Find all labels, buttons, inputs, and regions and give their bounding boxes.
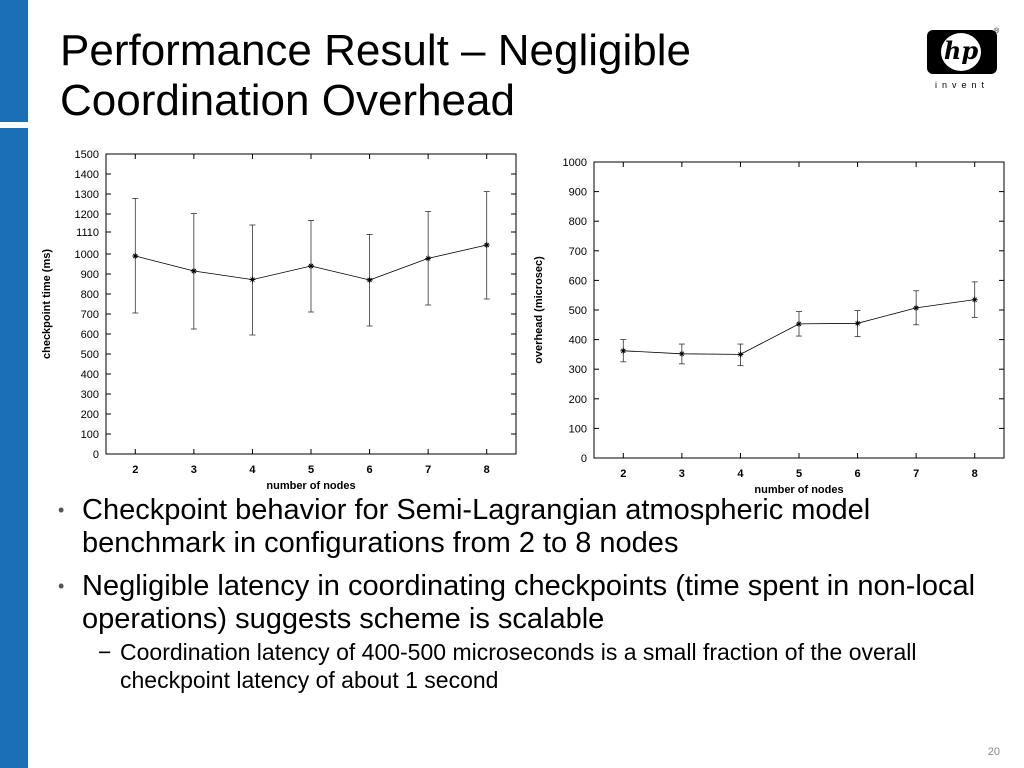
x-tick-label: 8 <box>971 468 978 480</box>
y-axis-label: checkpoint time (ms) <box>41 248 53 360</box>
data-point <box>132 253 138 259</box>
data-point <box>425 255 431 261</box>
y-tick-label: 800 <box>568 216 587 229</box>
y-tick-label: 400 <box>80 369 99 381</box>
data-point <box>191 268 197 274</box>
hp-logo <box>927 30 999 92</box>
y-tick-label: 300 <box>568 364 587 377</box>
y-tick-label: 0 <box>92 449 99 461</box>
y-tick-label: 200 <box>80 409 99 421</box>
data-point <box>620 348 626 354</box>
sub-bullet-text: Coordination latency of 400-500 microseconds is a small fraction of the overall checkpoint latency of about 1 second <box>120 639 917 693</box>
data-point <box>249 277 255 283</box>
x-tick-label: 5 <box>307 464 315 476</box>
plot-frame <box>594 162 1004 458</box>
slide-title-line-2: Coordination Overhead <box>60 76 515 125</box>
y-tick-label: 0 <box>580 453 587 465</box>
bullet-text: Negligible latency in coordinating checkpoints (time spent in non-local operations) suggests scheme is scalable <box>82 570 976 635</box>
data-point <box>796 321 802 327</box>
bullet-item-checkpoint-behavior <box>56 494 976 560</box>
y-tick-label: 700 <box>80 309 99 321</box>
hp-logo-letters: hp <box>943 36 979 65</box>
y-tick-label: 1200 <box>74 209 99 221</box>
sub-bullet-item-coordination-latency <box>56 638 976 694</box>
y-tick-label: 300 <box>80 389 99 401</box>
x-tick-label: 7 <box>425 464 432 476</box>
overhead-chart <box>532 154 1010 498</box>
x-tick-label: 7 <box>913 468 920 480</box>
y-tick-label: 100 <box>80 429 99 441</box>
checkpoint-time-chart <box>38 146 528 494</box>
y-tick-label: 500 <box>80 349 99 361</box>
x-tick-label: 6 <box>854 468 861 480</box>
hp-logo-mark <box>927 28 1000 74</box>
hp-logo-tagline: invent <box>934 80 990 90</box>
sub-bullet-marker: − <box>98 639 112 665</box>
x-tick-label: 6 <box>366 464 373 476</box>
y-tick-label: 1400 <box>74 169 99 181</box>
bullet-list <box>56 494 976 694</box>
y-tick-label: 1000 <box>562 157 587 169</box>
y-tick-label: 200 <box>568 393 587 406</box>
x-tick-label: 8 <box>483 464 490 476</box>
data-point <box>679 351 685 357</box>
x-tick-label: 3 <box>190 464 197 476</box>
x-axis-label: number of nodes <box>754 484 844 496</box>
data-point <box>308 263 314 269</box>
bullet-marker: • <box>58 576 65 596</box>
x-tick-label: 3 <box>678 468 685 480</box>
y-tick-label: 700 <box>568 245 587 258</box>
data-point <box>484 242 490 248</box>
y-tick-label: 1300 <box>74 189 99 201</box>
y-tick-label: 600 <box>80 329 99 341</box>
x-tick-label: 2 <box>132 464 139 476</box>
page-number: 20 <box>987 746 1000 758</box>
y-tick-label: 900 <box>80 269 99 281</box>
data-point <box>913 305 919 311</box>
data-point <box>737 351 743 357</box>
y-tick-label: 1110 <box>76 227 99 239</box>
slide-title-line-1: Performance Result – Negligible <box>60 26 691 75</box>
y-tick-label: 600 <box>568 275 587 288</box>
sidebar-accent-bottom <box>0 128 28 768</box>
y-tick-label: 500 <box>568 305 587 317</box>
slide-title <box>60 26 860 126</box>
x-tick-label: 5 <box>795 468 803 480</box>
y-tick-label: 800 <box>80 289 99 301</box>
data-point <box>855 320 861 326</box>
y-axis-label: overhead (microsec) <box>533 256 545 364</box>
x-tick-label: 2 <box>620 468 627 480</box>
y-tick-label: 400 <box>568 334 587 347</box>
x-tick-label: 4 <box>737 468 744 480</box>
sidebar-accent-top <box>0 0 28 122</box>
y-tick-label: 900 <box>568 186 587 199</box>
data-point <box>367 277 373 283</box>
x-axis-label: number of nodes <box>266 480 356 492</box>
y-tick-label: 1000 <box>74 249 99 261</box>
x-tick-label: 4 <box>249 464 256 476</box>
data-point <box>972 297 978 303</box>
y-tick-label: 1500 <box>74 149 99 161</box>
y-tick-label: 100 <box>568 423 587 436</box>
bullet-marker: • <box>58 500 65 520</box>
hp-logo-registered: ® <box>994 28 1000 35</box>
bullet-item-negligible-latency <box>56 570 976 636</box>
bullet-text: Checkpoint behavior for Semi-Lagrangian atmospheric model benchmark in configurations from 2 to 8 nodes <box>82 494 871 559</box>
